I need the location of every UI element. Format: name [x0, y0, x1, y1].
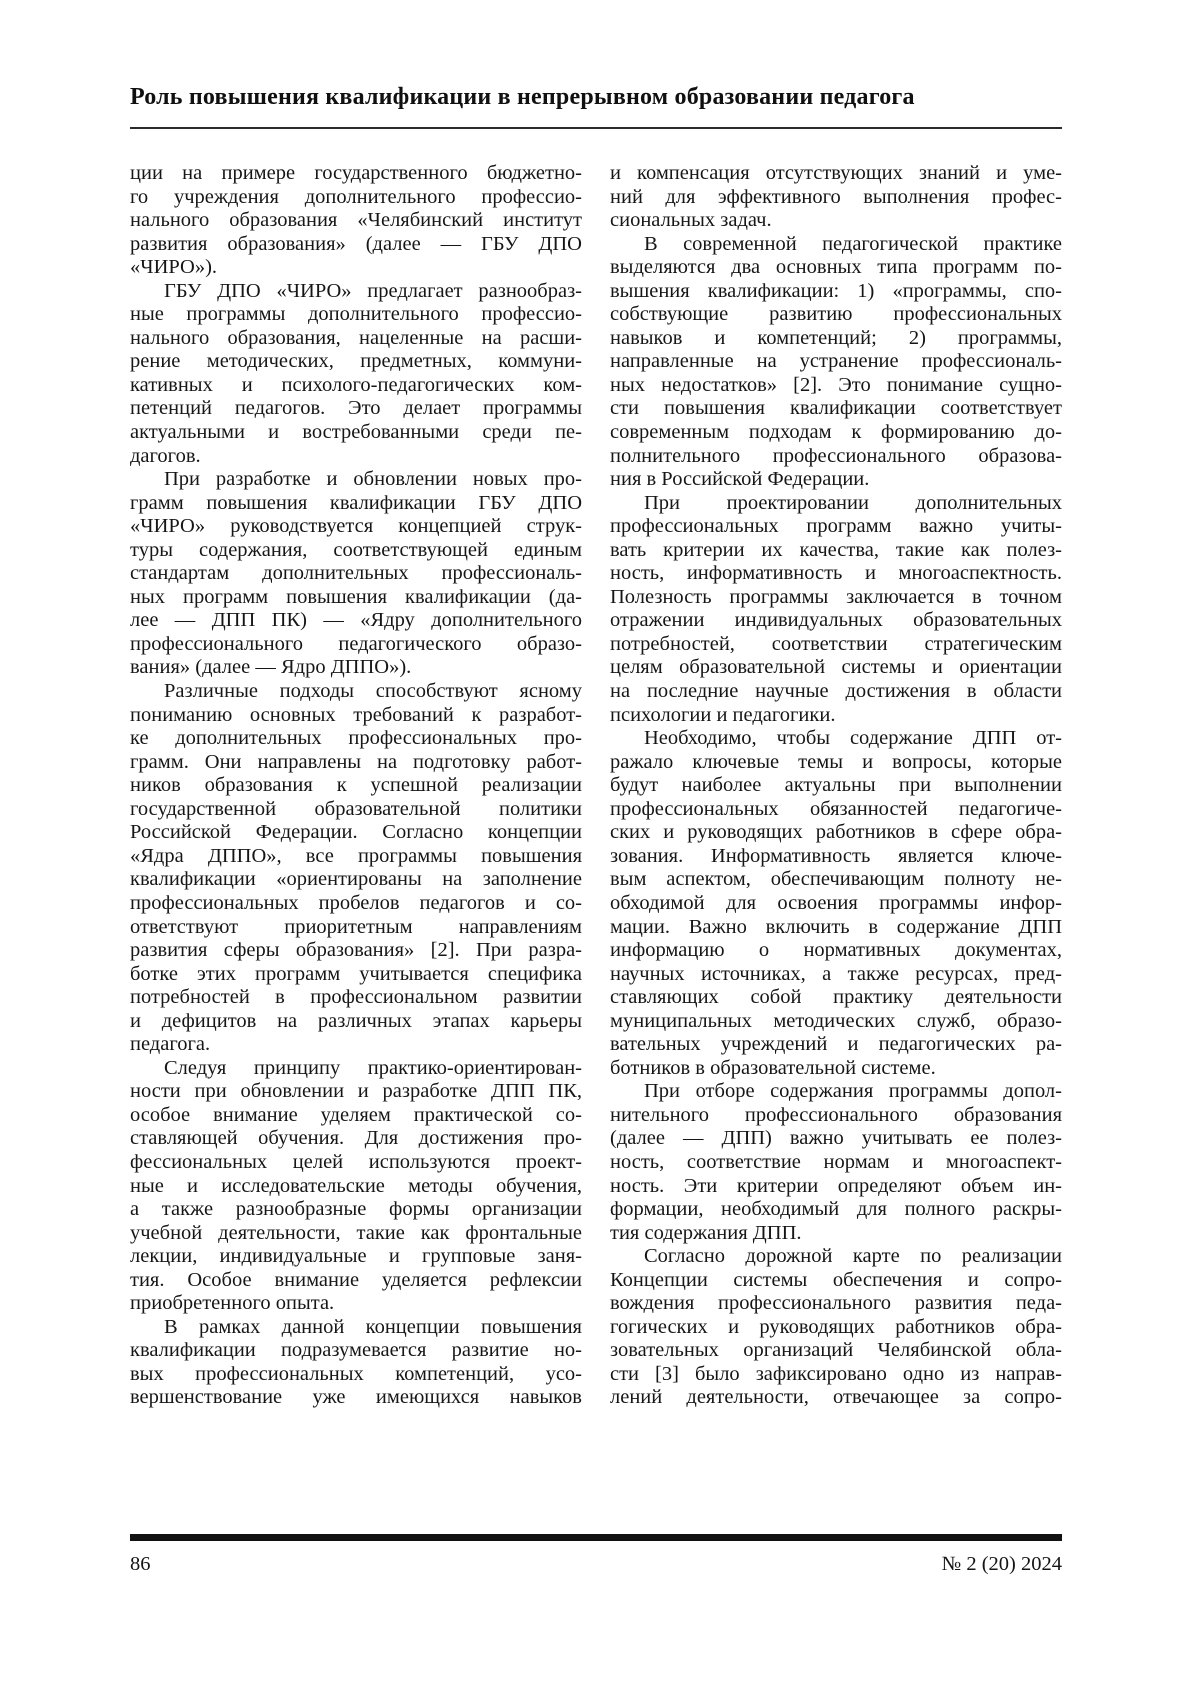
- text-line: ции на примере государственного бюджетно-: [130, 162, 582, 184]
- text-line: вершенствование уже имеющихся навыков: [130, 1386, 582, 1409]
- text-line: ставляющей обучения. Для достижения про-: [130, 1127, 582, 1150]
- paragraph-left-5: [130, 1057, 582, 1316]
- text-line: вать критерии их качества, такие как полез-: [610, 538, 1062, 561]
- text-line: тия. Особое внимание уделяется рефлексии: [130, 1268, 582, 1291]
- text-line: и компенсация отсутствующих знаний и уме-: [610, 162, 1062, 184]
- paragraph-right-3: [610, 492, 1062, 727]
- text-line: потребностей в профессиональном развитии: [130, 986, 582, 1009]
- text-line: формации, необходимый для полного раскры-: [610, 1198, 1062, 1221]
- text-line: грамм. Они направлены на подготовку работ-: [130, 750, 582, 773]
- text-line: Полезность программы заключается в точном: [610, 585, 1062, 608]
- text-line: Концепции системы обеспечения и сопро-: [610, 1268, 1062, 1291]
- text-line: направленные на устранение профессиональ-: [610, 350, 1062, 373]
- text-line: пониманию основных требований к разработ-: [130, 703, 582, 726]
- text-line: ских и руководящих работников в сфере обра-: [610, 821, 1062, 844]
- paragraph-left-1: [130, 162, 582, 280]
- text-line: При проектировании дополнительных: [644, 491, 1062, 514]
- text-line: потребностей, соответствии стратегическим: [610, 632, 1062, 655]
- left-column: [130, 162, 582, 1410]
- text-line: современным подходам к формированию до-: [610, 421, 1062, 444]
- text-line: учебной деятельности, такие как фронтальные: [130, 1221, 582, 1244]
- text-line: ных недостатков» [2]. Это понимание сущно-: [610, 373, 1062, 396]
- text-line: ность. Эти критерии определяют объем ин-: [610, 1174, 1062, 1197]
- text-line: го учреждения дополнительного профессио-: [130, 185, 582, 208]
- text-line: профессиональных программ важно учиты-: [610, 515, 1062, 538]
- text-line: кативных и психолого-педагогических ком-: [130, 373, 582, 396]
- text-line: выделяются два основных типа программ по-: [610, 256, 1062, 279]
- running-head-title: Роль повышения квалификации в непрерывном образовании педагога: [130, 84, 915, 110]
- text-line: фессиональных целей используются проект-: [130, 1150, 582, 1173]
- text-line: квалификации «ориентированы на заполнение: [130, 868, 582, 891]
- text-line: ботке этих программ учитывается специфика: [130, 962, 582, 985]
- text-line: дагогов.: [130, 444, 201, 467]
- text-line: «ЧИРО»).: [130, 256, 218, 279]
- text-line: научных источниках, а также ресурсах, пред-: [610, 962, 1062, 985]
- paragraph-left-4: [130, 680, 582, 1057]
- text-line: ражало ключевые темы и вопросы, которые: [610, 750, 1062, 773]
- text-line: ний для эффективного выполнения профес-: [610, 185, 1062, 208]
- paragraph-right-6: [610, 1245, 1062, 1410]
- text-line: целям образовательной системы и ориентации: [610, 656, 1062, 679]
- text-line: Следуя принципу практико-ориентирован-: [164, 1056, 582, 1079]
- text-line: ставляющих собой практику деятельности: [610, 986, 1062, 1009]
- text-line: обходимой для освоения программы инфор-: [610, 891, 1062, 914]
- text-line: вым аспектом, обеспечивающим полноту не-: [610, 868, 1062, 891]
- text-line: мации. Важно включить в содержание ДПП: [610, 915, 1062, 938]
- text-line: лее — ДПП ПК) — «Ядру дополнительного: [130, 609, 582, 632]
- text-line: нительного профессионального образования: [610, 1103, 1062, 1126]
- text-line: вождения профессионального развития педа-: [610, 1292, 1062, 1315]
- text-line: государственной образовательной политики: [130, 797, 582, 820]
- footer: [130, 1553, 1062, 1576]
- text-line: тия содержания ДПП.: [610, 1221, 802, 1244]
- paragraph-left-6: [130, 1316, 582, 1410]
- text-line: педагога.: [130, 1033, 211, 1056]
- text-line: а также разнообразные формы организации: [130, 1198, 582, 1221]
- text-line: нального образования, нацеленные на расши-: [130, 326, 582, 349]
- text-line: Необходимо, чтобы содержание ДПП от-: [644, 727, 1062, 750]
- text-line: профессиональных обязанностей педагогиче-: [610, 797, 1062, 820]
- text-line: психологии и педагогики.: [610, 703, 836, 726]
- text-line: ные программы дополнительного профессио-: [130, 303, 582, 326]
- text-line: квалификации подразумевается развитие но-: [130, 1339, 582, 1362]
- text-line: петенций педагогов. Это делает программы: [130, 397, 582, 420]
- text-line: вательных учреждений и педагогических ра-: [610, 1033, 1062, 1056]
- text-line: профессионального педагогического образо-: [130, 632, 582, 655]
- text-line: ных программ повышения квалификации (да-: [130, 585, 582, 608]
- text-line: ные и исследовательские методы обучения,: [130, 1174, 582, 1197]
- text-line: грамм повышения квалификации ГБУ ДПО: [130, 491, 582, 514]
- text-line: вышения квалификации: 1) «программы, спо-: [610, 279, 1062, 302]
- text-line: сти повышения квалификации соответствует: [610, 397, 1062, 420]
- issue-number: № 2 (20) 2024: [941, 1553, 1062, 1575]
- text-line: туры содержания, соответствующей единым: [130, 538, 582, 561]
- text-line: будут наиболее актуальны при выполнении: [610, 774, 1062, 797]
- article-body: [130, 162, 1062, 1410]
- text-line: лекции, индивидуальные и групповые заня-: [130, 1245, 582, 1268]
- text-line: ность, информативность и многоаспектность.: [610, 562, 1062, 585]
- text-line: рение методических, предметных, коммуни-: [130, 350, 582, 373]
- text-line: актуальными и востребованными среди пе-: [130, 421, 582, 444]
- text-line: нального образования «Челябинский институт: [130, 209, 582, 232]
- text-line: гогических и руководящих работников обра-: [610, 1315, 1062, 1338]
- text-line: на последние научные достижения в области: [610, 680, 1062, 703]
- text-line: развития образования» (далее — ГБУ ДПО: [130, 232, 582, 255]
- text-line: стандартам дополнительных профессиональ-: [130, 562, 582, 585]
- text-line: развития сферы образования» [2]. При разра-: [130, 939, 582, 962]
- text-line: собствующие развитию профессиональных: [610, 303, 1062, 326]
- text-line: «ЧИРО» руководствуется концепцией струк-: [130, 515, 582, 538]
- paragraph-left-2: [130, 280, 582, 468]
- text-line: зования. Информативность является ключе-: [610, 844, 1062, 867]
- text-line: ность, соответствие нормам и многоаспект-: [610, 1150, 1062, 1173]
- text-line: При отборе содержания программы допол-: [644, 1080, 1062, 1103]
- text-line: информацию о нормативных документах,: [610, 939, 1062, 962]
- text-line: отражении индивидуальных образовательных: [610, 609, 1062, 632]
- paragraph-left-3: [130, 468, 582, 680]
- text-line: ности при обновлении и разработке ДПП ПК,: [130, 1080, 582, 1103]
- right-column: [610, 162, 1062, 1410]
- text-line: Согласно дорожной карте по реализации: [644, 1245, 1062, 1268]
- text-line: (далее — ДПП) важно учитывать ее полез-: [610, 1127, 1062, 1150]
- paragraph-right-2: [610, 233, 1062, 492]
- text-line: муниципальных методических служб, образо-: [610, 1009, 1062, 1032]
- text-line: Различные подходы способствуют ясному: [164, 680, 582, 703]
- text-line: полнительного профессионального образова-: [610, 444, 1062, 467]
- text-line: При разработке и обновлении новых про-: [164, 468, 582, 491]
- text-line: Российской Федерации. Согласно концепции: [130, 821, 582, 844]
- text-line: сиональных задач.: [610, 209, 772, 232]
- text-line: ботников в образовательной системе.: [610, 1056, 936, 1079]
- text-line: вания» (далее — Ядро ДППО»).: [130, 656, 412, 679]
- text-line: лений деятельности, отвечающее за сопро-: [610, 1386, 1062, 1409]
- text-line: ответствуют приоритетным направлениям: [130, 915, 582, 938]
- text-line: профессиональных пробелов педагогов и со-: [130, 891, 582, 914]
- header-rule: [130, 127, 1062, 129]
- text-line: ке дополнительных профессиональных про-: [130, 727, 582, 750]
- paragraph-right-5: [610, 1080, 1062, 1245]
- text-line: ния в Российской Федерации.: [610, 468, 870, 491]
- paragraph-right-1: [610, 162, 1062, 233]
- footer-rule: [130, 1534, 1062, 1541]
- text-line: и дефицитов на различных этапах карьеры: [130, 1009, 582, 1032]
- text-line: сти [3] было зафиксировано одно из направ-: [610, 1362, 1062, 1385]
- text-line: навыков и компетенций; 2) программы,: [610, 326, 1062, 349]
- page-number: 86: [130, 1553, 151, 1575]
- paragraph-right-4: [610, 727, 1062, 1080]
- text-line: вых профессиональных компетенций, усо-: [130, 1362, 582, 1385]
- text-line: «Ядра ДППО», все программы повышения: [130, 844, 582, 867]
- text-line: В современной педагогической практике: [644, 232, 1062, 255]
- text-line: ГБУ ДПО «ЧИРО» предлагает разнообраз-: [164, 279, 582, 302]
- text-line: особое внимание уделяем практической со-: [130, 1103, 582, 1126]
- text-line: приобретенного опыта.: [130, 1292, 335, 1315]
- text-line: ников образования к успешной реализации: [130, 774, 582, 797]
- text-line: В рамках данной концепции повышения: [164, 1315, 582, 1338]
- text-line: зовательных организаций Челябинской обла-: [610, 1339, 1062, 1362]
